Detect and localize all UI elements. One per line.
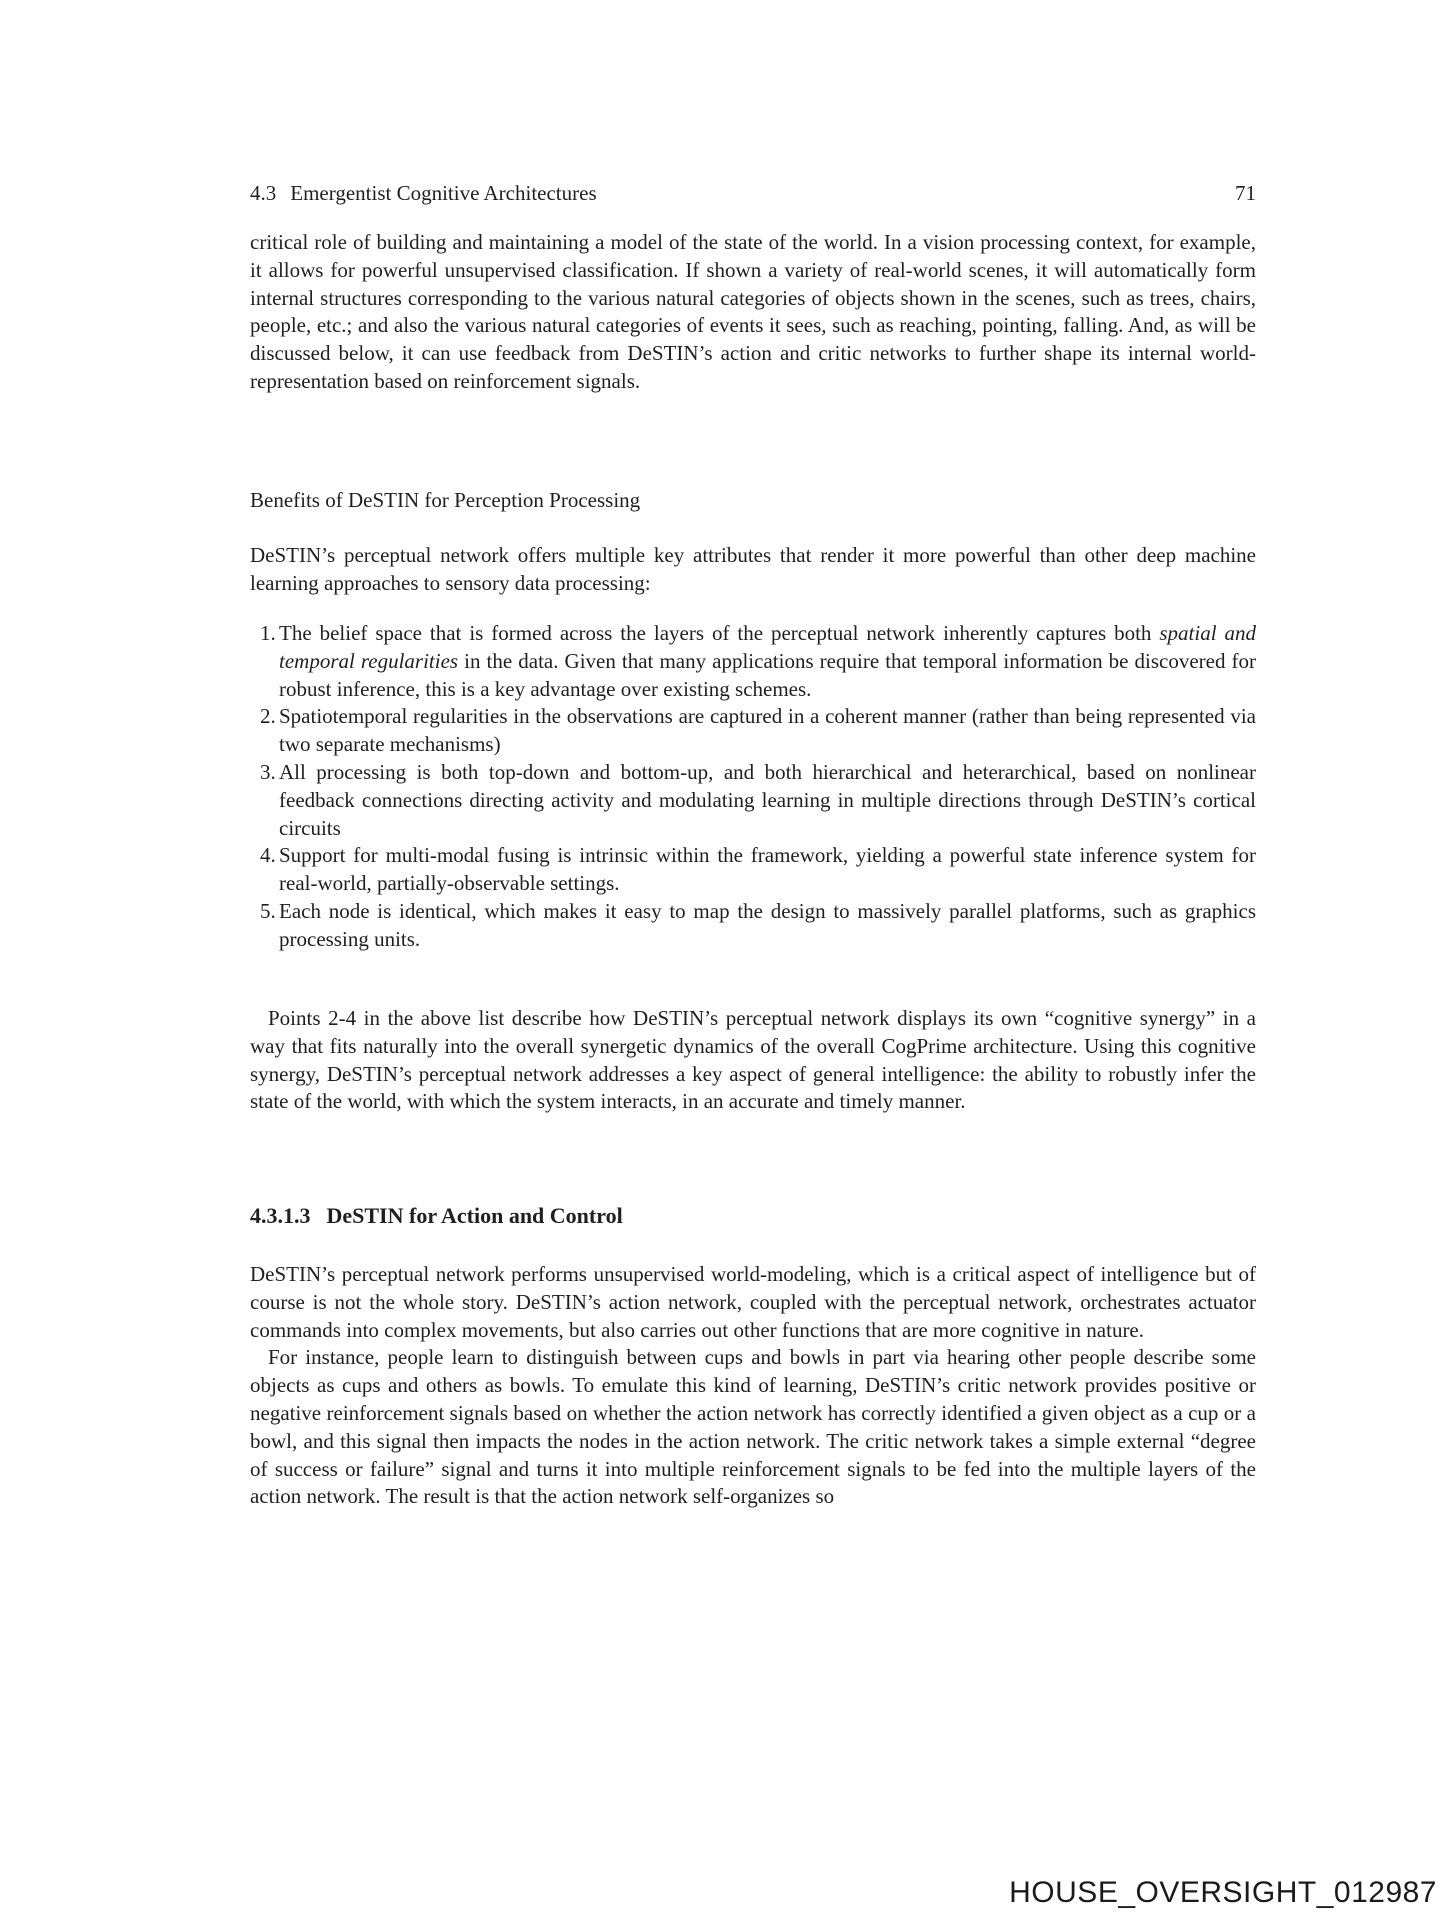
list-item-1 [250, 620, 1256, 703]
section-heading-title: DeSTIN for Action and Control [326, 1203, 623, 1228]
running-head-page-number: 71 [1235, 181, 1256, 205]
list-item-5-number: 5. [260, 898, 276, 923]
list-item-5 [250, 898, 1256, 954]
summary-paragraph: Points 2-4 in the above list describe how DeSTIN’s perceptual network displays its own “cognitive synergy” in a way that fits naturally into the overall synergetic dynamics of the overall CogPrime architecture. Using this cognitive synergy, DeSTIN’s perceptual network addresses a key aspect of general intelligence: the ability to robustly infer the state of the world, with which the system interacts, in an accurate and timely manner. [250, 1006, 1256, 1114]
benefits-list [250, 620, 1256, 954]
list-item-4-text: Support for multi-modal fusing is intrinsic within the framework, yielding a powerful state inference system for real-world, partially-observable settings. [279, 843, 1256, 896]
list-item-4 [250, 842, 1256, 898]
list-item-2 [250, 703, 1256, 759]
benefits-lead-paragraph: DeSTIN’s perceptual network offers multiple key attributes that render it more powerful than other deep machine learning approaches to sensory data processing: [250, 543, 1256, 595]
list-item-1-italic-phrase: spatial and temporal regularities [279, 621, 1256, 673]
action-paragraph-2: For instance, people learn to distinguish between cups and bowls in part via hearing other people describe some objects as cups and others as bowls. To emulate this kind of learning, DeSTIN’s critic network provides positive or negative reinforcement signals based on whether the action network has correctly identified a given object as a cup or a bowl, and this signal then impacts the nodes in the action network. The critic network takes a simple external “degree of success or failure” signal and turns it into multiple reinforcement signals to be fed into the multiple layers of the action network. The result is that the action network self-organizes so [250, 1345, 1256, 1509]
list-item-3-text: All processing is both top-down and bottom-up, and both hierarchical and heterarchical, based on nonlinear feedback connections directing activity and modulating learning in multiple directions through DeSTIN’s cortical circuits [279, 759, 1256, 840]
list-item-3 [250, 759, 1256, 842]
running-head-section-number: 4.3 [250, 181, 277, 205]
running-head-section [250, 180, 597, 208]
running-head-section-title: Emergentist Cognitive Architectures [290, 181, 597, 205]
action-section-body [250, 1261, 1256, 1511]
action-paragraph-1: DeSTIN’s perceptual network performs unsupervised world-modeling, which is a critical aspect of intelligence but of course is not the whole story. DeSTIN’s action network, coupled with the perceptual network, orchestrates actuator commands into complex movements, but also carries out other functions that are more cognitive in nature. [250, 1262, 1256, 1342]
list-item-4-number: 4. [260, 843, 276, 868]
list-item-2-text: Spatiotemporal regularities in the observations are captured in a coherent manner (rather than being represented via two separate mechanisms) [279, 704, 1256, 757]
list-item-1-number: 1. [260, 621, 276, 645]
list-item-3-number: 3. [260, 759, 276, 784]
running-head [250, 180, 1256, 208]
benefits-heading: Benefits of DeSTIN for Perception Processing [250, 488, 641, 512]
list-item-5-text: Each node is identical, which makes it easy to map the design to massively parallel platforms, such as graphics processing units. [279, 898, 1256, 951]
list-item-2-number: 2. [260, 704, 276, 729]
list-item-1-text-pre: The belief space that is formed across the layers of the perceptual network inherently captures both [279, 621, 1160, 645]
list-item-1-text-post: in the data. Given that many applications require that temporal information be discovered for robust inference, this is a key advantage over existing schemes. [279, 648, 1256, 701]
intro-paragraph: critical role of building and maintaining a model of the state of the world. In a vision processing context, for example, it allows for powerful unsupervised classification. If shown a variety of real-world scenes, it will automatically form internal structures corresponding to the various natural categories of objects shown in the scenes, such as trees, chairs, people, etc.; and also the various natural categories of events it sees, such as reaching, pointing, falling. And, as will be discussed below, it can use feedback from DeSTIN’s action and critic networks to further shape its internal world-representation based on reinforcement signals. [250, 230, 1256, 393]
section-heading-number: 4.3.1.3 [250, 1203, 311, 1228]
bates-stamp: HOUSE_OVERSIGHT_012987 [1009, 1876, 1437, 1909]
section-heading [250, 1203, 1256, 1229]
